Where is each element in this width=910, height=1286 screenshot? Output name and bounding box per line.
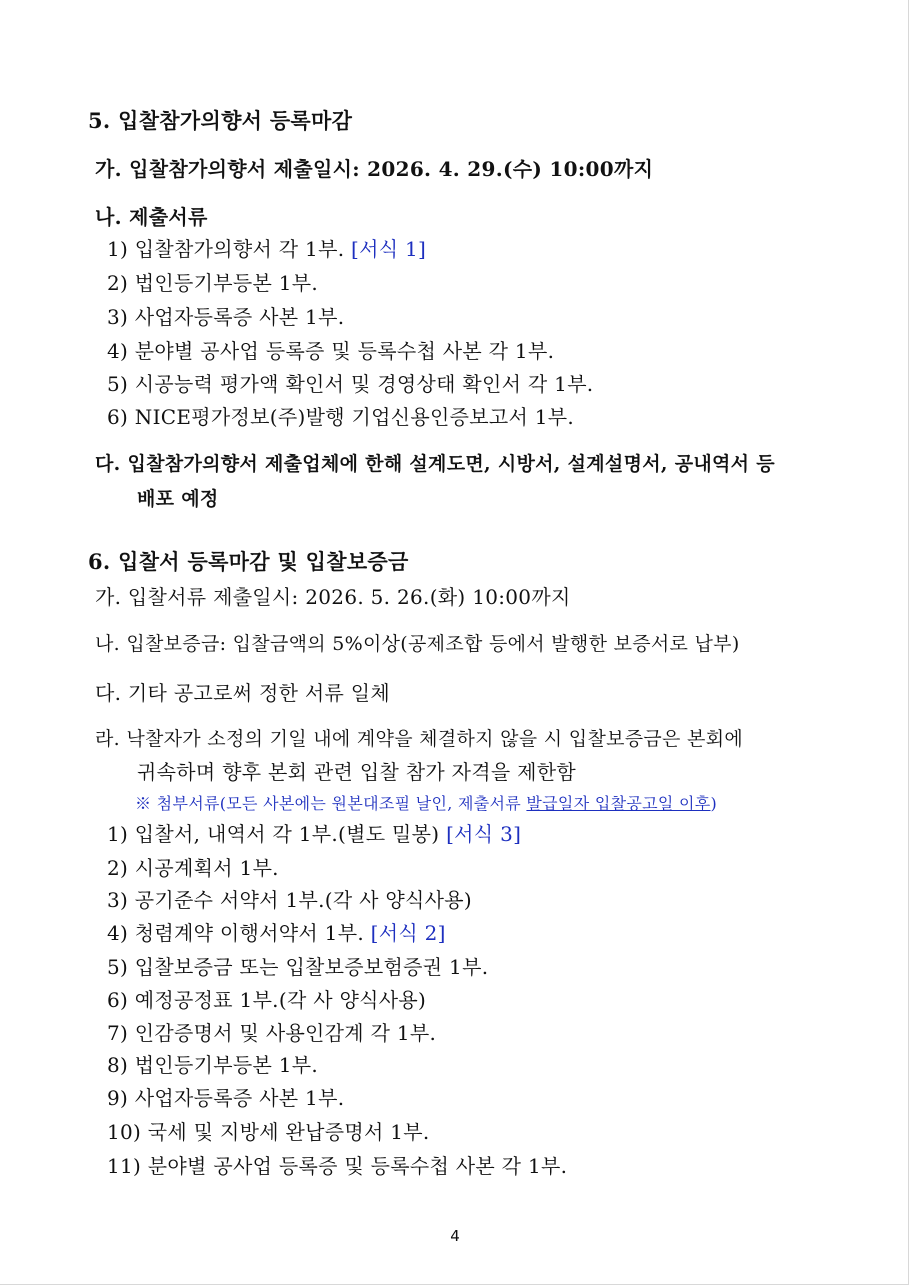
section-6-item-5: 5) 입찰보증금 또는 입찰보증보험증권 1부. bbox=[107, 955, 489, 979]
section-5-item-3: 3) 사업자등록증 사본 1부. bbox=[107, 305, 345, 329]
section-6-heading: 6. 입찰서 등록마감 및 입찰보증금 bbox=[88, 549, 409, 574]
note-underlined-text: 발급일자 입찰공고일 이후 bbox=[526, 794, 711, 813]
section-6-item-6: 6) 예정공정표 1부.(각 사 양식사용) bbox=[107, 988, 427, 1012]
form-reference: [서식 1] bbox=[351, 237, 427, 261]
section-5-heading: 5. 입찰참가의향서 등록마감 bbox=[88, 108, 353, 133]
section-6-ga: 가. 입찰서류 제출일시: 2026. 5. 26.(화) 10:00까지 bbox=[95, 585, 571, 609]
section-6-item-3: 3) 공기준수 서약서 1부.(각 사 양식사용) bbox=[107, 888, 472, 912]
section-6-da: 다. 기타 공고로써 정한 서류 일체 bbox=[95, 681, 391, 705]
section-5-item-6: 6) NICE평가정보(주)발행 기업신용인증보고서 1부. bbox=[107, 405, 575, 429]
page-number: 4 bbox=[450, 1227, 460, 1245]
section-6-item-2: 2) 시공계획서 1부. bbox=[107, 856, 279, 880]
form-reference: [서식 3] bbox=[446, 822, 522, 846]
section-6-ra-line-2: 귀속하며 향후 본회 관련 입찰 참가 자격을 제한함 bbox=[137, 760, 577, 784]
section-6-item-1: 1) 입찰서, 내역서 각 1부.(별도 밀봉) [서식 3] bbox=[107, 822, 522, 846]
section-6-item-8: 8) 법인등기부등본 1부. bbox=[107, 1053, 319, 1077]
section-6-item-10: 10) 국세 및 지방세 완납증명서 1부. bbox=[107, 1120, 430, 1144]
form-reference: [서식 2] bbox=[370, 921, 446, 945]
section-6-item-4: 4) 청렴계약 이행서약서 1부. [서식 2] bbox=[107, 921, 446, 945]
section-5-da-line-1: 다. 입찰참가의향서 제출업체에 한해 설계도면, 시방서, 설계설명서, 공내역서 등 bbox=[95, 453, 775, 475]
section-5-item-4: 4) 분야별 공사업 등록증 및 등록수첩 사본 각 1부. bbox=[107, 339, 555, 363]
section-6-na: 나. 입찰보증금: 입찰금액의 5%이상(공제조합 등에서 발행한 보증서로 납부) bbox=[95, 633, 740, 655]
section-5-item-5: 5) 시공능력 평가액 확인서 및 경영상태 확인서 각 1부. bbox=[107, 372, 594, 396]
section-5-da-line-2: 배포 예정 bbox=[137, 488, 219, 510]
section-6-item-9: 9) 사업자등록증 사본 1부. bbox=[107, 1086, 345, 1110]
section-5-item-2: 2) 법인등기부등본 1부. bbox=[107, 271, 319, 295]
section-6-item-11: 11) 분야별 공사업 등록증 및 등록수첩 사본 각 1부. bbox=[107, 1154, 568, 1178]
section-5-item-1: 1) 입찰참가의향서 각 1부. [서식 1] bbox=[107, 237, 427, 261]
section-5-ga: 가. 입찰참가의향서 제출일시: 2026. 4. 29.(수) 10:00까지 bbox=[95, 157, 654, 181]
section-6-ra-line-1: 라. 낙찰자가 소정의 기일 내에 계약을 체결하지 않을 시 입찰보증금은 본회에 bbox=[95, 728, 744, 750]
attachment-note: ※ 첨부서류(모든 사본에는 원본대조필 날인, 제출서류 발급일자 입찰공고일 이후) bbox=[135, 794, 718, 813]
section-6-item-7: 7) 인감증명서 및 사용인감계 각 1부. bbox=[107, 1021, 437, 1045]
section-5-na: 나. 제출서류 bbox=[95, 205, 208, 229]
